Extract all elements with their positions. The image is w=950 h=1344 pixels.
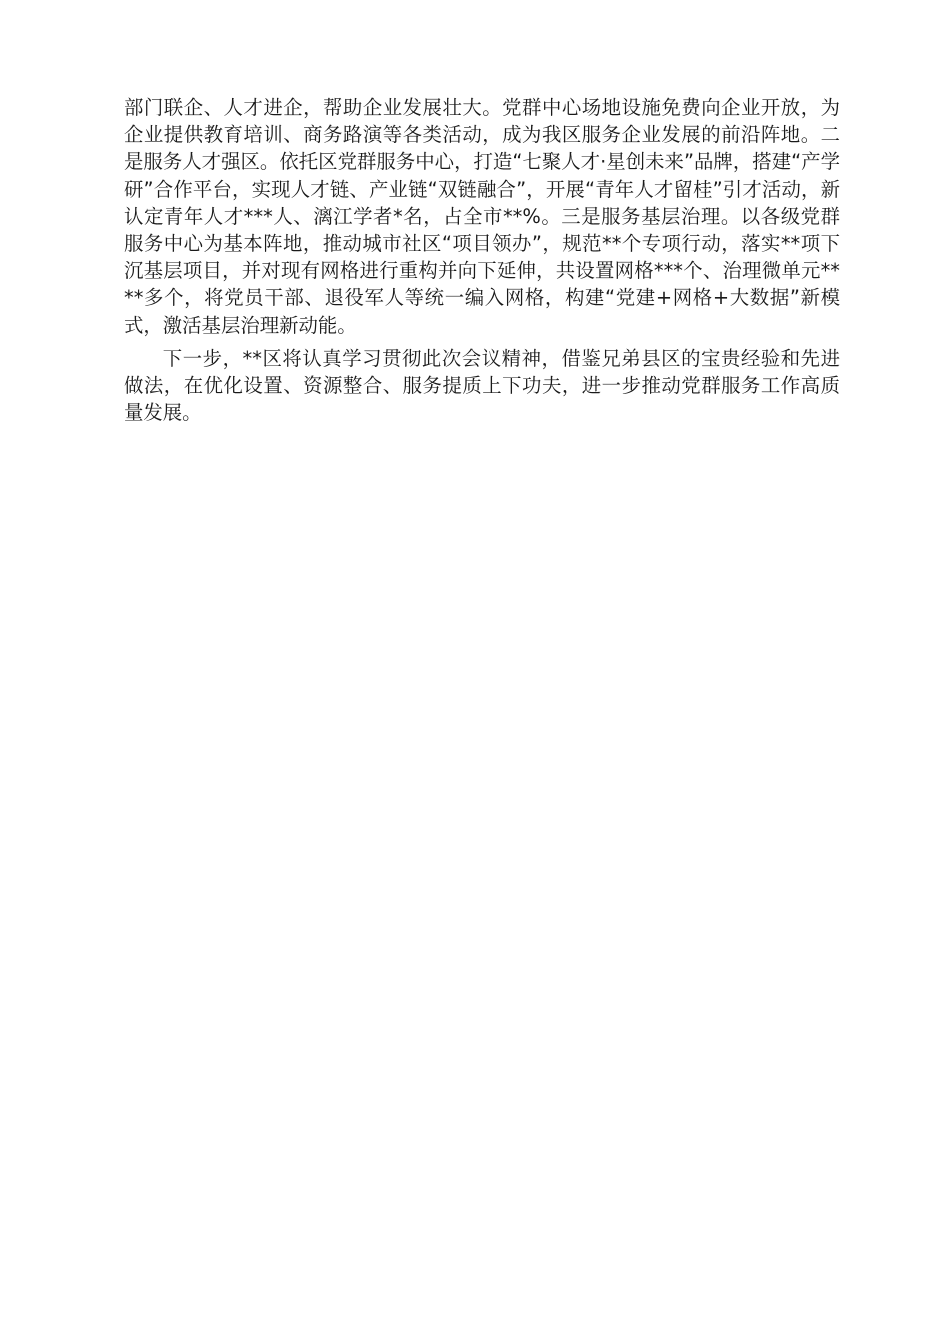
paragraph-next-step: 下一步，**区将认真学习贯彻此次会议精神，借鉴兄弟县区的宝贵经验和先进做法，在优化设置、资源整合、服务提质上下功夫，进一步推动党群服务工作高质量发展。 bbox=[124, 346, 840, 425]
paragraph-continuation: 部门联企、人才进企，帮助企业发展壮大。党群中心场地设施免费向企业开放，为企业提供教育培训、商务路演等各类活动，成为我区服务企业发展的前沿阵地。二是服务人才强区。依托区党群服务中心，打造“七聚人才·星创未来”品牌，搭建“产学研”合作平台，实现人才链、产业链“双链融合”，开展“青年人才留桂”引才活动，新认定青年人才***人、漓江学者*名，占全市**%。三是服务基层治理。以各级党群服务中心为基本阵地，推动城市社区“项目领办”，规范**个专项行动，落实**项下沉基层项目，并对现有网格进行重构并向下延伸，共设置网格***个、治理微单元****多个，将党员干部、退役军人等统一编入网格，构建“党建+网格+大数据”新模式，激活基层治理新动能。 bbox=[124, 96, 840, 337]
document-body bbox=[124, 94, 840, 426]
